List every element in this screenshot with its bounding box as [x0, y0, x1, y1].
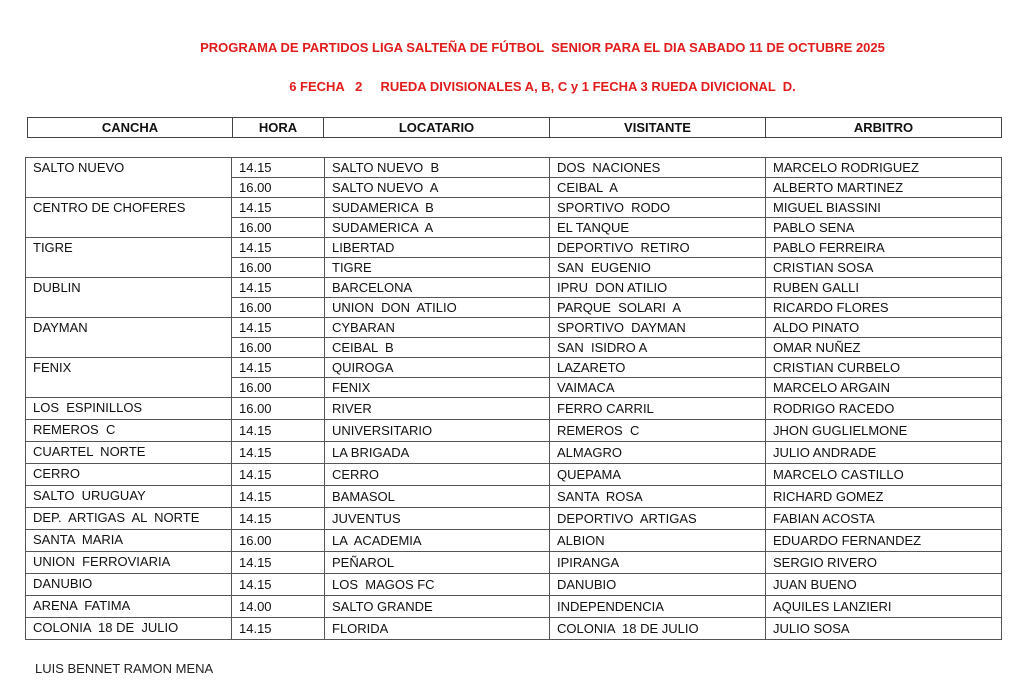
away-team-cell: VAIMACA — [550, 378, 766, 398]
venue-cell: SALTO NUEVO — [26, 158, 232, 198]
time-cell: 14.15 — [232, 158, 325, 178]
away-team-cell: COLONIA 18 DE JULIO — [550, 618, 766, 640]
referee-cell: PABLO FERREIRA — [766, 238, 1002, 258]
venue-cell: DANUBIO — [26, 574, 232, 596]
away-team-cell: EL TANQUE — [550, 218, 766, 238]
home-team-cell: CEIBAL B — [325, 338, 550, 358]
home-team-cell: CERRO — [325, 464, 550, 486]
time-cell: 14.15 — [232, 238, 325, 258]
time-cell: 16.00 — [232, 218, 325, 238]
away-team-cell: DOS NACIONES — [550, 158, 766, 178]
time-cell: 14.15 — [232, 574, 325, 596]
time-cell: 16.00 — [232, 258, 325, 278]
home-team-cell: FLORIDA — [325, 618, 550, 640]
away-team-cell: DANUBIO — [550, 574, 766, 596]
away-team-cell: PARQUE SOLARI A — [550, 298, 766, 318]
time-cell: 14.15 — [232, 198, 325, 218]
header-arbitro: ARBITRO — [766, 118, 1002, 138]
table-row — [26, 552, 1002, 574]
venue-cell: FENIX — [26, 358, 232, 398]
home-team-cell: UNIVERSITARIO — [325, 420, 550, 442]
referee-cell: JUAN BUENO — [766, 574, 1002, 596]
away-team-cell: SPORTIVO DAYMAN — [550, 318, 766, 338]
home-team-cell: BARCELONA — [325, 278, 550, 298]
time-cell: 14.15 — [232, 552, 325, 574]
table-row — [26, 596, 1002, 618]
home-team-cell: QUIROGA — [325, 358, 550, 378]
time-cell: 14.15 — [232, 278, 325, 298]
header-visitante: VISITANTE — [550, 118, 766, 138]
away-team-cell: LAZARETO — [550, 358, 766, 378]
referee-cell: MARCELO RODRIGUEZ — [766, 158, 1002, 178]
table-row — [26, 486, 1002, 508]
table-row — [26, 398, 1002, 420]
table-row — [26, 574, 1002, 596]
away-team-cell: IPRU DON ATILIO — [550, 278, 766, 298]
referee-cell: RICARDO FLORES — [766, 298, 1002, 318]
time-cell: 16.00 — [232, 378, 325, 398]
table-row — [26, 618, 1002, 640]
referee-cell: MIGUEL BIASSINI — [766, 198, 1002, 218]
time-cell: 14.15 — [232, 318, 325, 338]
away-team-cell: REMEROS C — [550, 420, 766, 442]
referee-cell: CRISTIAN SOSA — [766, 258, 1002, 278]
referee-cell: CRISTIAN CURBELO — [766, 358, 1002, 378]
away-team-cell: DEPORTIVO ARTIGAS — [550, 508, 766, 530]
away-team-cell: SAN ISIDRO A — [550, 338, 766, 358]
venue-cell: COLONIA 18 DE JULIO — [26, 618, 232, 640]
header-hora: HORA — [233, 118, 324, 138]
home-team-cell: BAMASOL — [325, 486, 550, 508]
away-team-cell: FERRO CARRIL — [550, 398, 766, 420]
table-row — [26, 238, 1002, 258]
referee-cell: ALBERTO MARTINEZ — [766, 178, 1002, 198]
home-team-cell: SALTO NUEVO B — [325, 158, 550, 178]
table-row — [26, 508, 1002, 530]
signature-name: LUIS BENNET RAMON MENA — [35, 661, 214, 676]
home-team-cell: PEÑAROL — [325, 552, 550, 574]
referee-cell: EDUARDO FERNANDEZ — [766, 530, 1002, 552]
venue-cell: SANTA MARIA — [26, 530, 232, 552]
table-row — [26, 158, 1002, 178]
column-header-table — [27, 117, 1002, 138]
referee-cell: MARCELO ARGAIN — [766, 378, 1002, 398]
table-row — [26, 278, 1002, 298]
venue-cell: UNION FERROVIARIA — [26, 552, 232, 574]
away-team-cell: SPORTIVO RODO — [550, 198, 766, 218]
table-row — [26, 420, 1002, 442]
venue-cell: REMEROS C — [26, 420, 232, 442]
away-team-cell: CEIBAL A — [550, 178, 766, 198]
venue-cell: LOS ESPINILLOS — [26, 398, 232, 420]
table-row — [26, 318, 1002, 338]
home-team-cell: LIBERTAD — [325, 238, 550, 258]
home-team-cell: SUDAMERICA B — [325, 198, 550, 218]
away-team-cell: ALMAGRO — [550, 442, 766, 464]
venue-cell: CUARTEL NORTE — [26, 442, 232, 464]
home-team-cell: TIGRE — [325, 258, 550, 278]
referee-cell: JULIO SOSA — [766, 618, 1002, 640]
time-cell: 16.00 — [232, 530, 325, 552]
table-row — [26, 198, 1002, 218]
venue-cell: TIGRE — [26, 238, 232, 278]
away-team-cell: INDEPENDENCIA — [550, 596, 766, 618]
home-team-cell: JUVENTUS — [325, 508, 550, 530]
referee-cell: OMAR NUÑEZ — [766, 338, 1002, 358]
home-team-cell: LA BRIGADA — [325, 442, 550, 464]
home-team-cell: SALTO GRANDE — [325, 596, 550, 618]
referee-cell: RICHARD GOMEZ — [766, 486, 1002, 508]
header-locatario: LOCATARIO — [324, 118, 550, 138]
fixture-body — [26, 158, 1002, 640]
time-cell: 14.15 — [232, 464, 325, 486]
time-cell: 14.15 — [232, 508, 325, 530]
venue-cell: DAYMAN — [26, 318, 232, 358]
table-row — [26, 530, 1002, 552]
referee-cell: AQUILES LANZIERI — [766, 596, 1002, 618]
referee-cell: SERGIO RIVERO — [766, 552, 1002, 574]
time-cell: 16.00 — [232, 298, 325, 318]
page-title: PROGRAMA DE PARTIDOS LIGA SALTEÑA DE FÚTBOL SENIOR PARA EL DIA SABADO 11 DE OCTUBRE 2025 — [200, 40, 885, 55]
referee-cell: FABIAN ACOSTA — [766, 508, 1002, 530]
venue-cell: DEP. ARTIGAS AL NORTE — [26, 508, 232, 530]
home-team-cell: UNION DON ATILIO — [325, 298, 550, 318]
home-team-cell: FENIX — [325, 378, 550, 398]
away-team-cell: IPIRANGA — [550, 552, 766, 574]
away-team-cell: DEPORTIVO RETIRO — [550, 238, 766, 258]
away-team-cell: SAN EUGENIO — [550, 258, 766, 278]
referee-cell: JULIO ANDRADE — [766, 442, 1002, 464]
referee-cell: PABLO SENA — [766, 218, 1002, 238]
away-team-cell: QUEPAMA — [550, 464, 766, 486]
time-cell: 16.00 — [232, 338, 325, 358]
page-subtitle: 6 FECHA 2 RUEDA DIVISIONALES A, B, C y 1 FECHA 3 RUEDA DIVICIONAL D. — [289, 79, 796, 94]
venue-cell: ARENA FATIMA — [26, 596, 232, 618]
referee-cell: ALDO PINATO — [766, 318, 1002, 338]
home-team-cell: LOS MAGOS FC — [325, 574, 550, 596]
fixture-table — [25, 157, 1002, 640]
referee-cell: RODRIGO RACEDO — [766, 398, 1002, 420]
table-row — [26, 442, 1002, 464]
venue-cell: CERRO — [26, 464, 232, 486]
away-team-cell: ALBION — [550, 530, 766, 552]
venue-cell: DUBLIN — [26, 278, 232, 318]
time-cell: 14.15 — [232, 358, 325, 378]
time-cell: 16.00 — [232, 398, 325, 420]
time-cell: 14.15 — [232, 486, 325, 508]
time-cell: 14.15 — [232, 420, 325, 442]
venue-cell: CENTRO DE CHOFERES — [26, 198, 232, 238]
time-cell: 16.00 — [232, 178, 325, 198]
home-team-cell: CYBARAN — [325, 318, 550, 338]
table-row — [26, 358, 1002, 378]
referee-cell: JHON GUGLIELMONE — [766, 420, 1002, 442]
home-team-cell: LA ACADEMIA — [325, 530, 550, 552]
away-team-cell: SANTA ROSA — [550, 486, 766, 508]
header-row — [28, 118, 1002, 138]
time-cell: 14.15 — [232, 442, 325, 464]
referee-cell: MARCELO CASTILLO — [766, 464, 1002, 486]
table-row — [26, 464, 1002, 486]
home-team-cell: SUDAMERICA A — [325, 218, 550, 238]
time-cell: 14.00 — [232, 596, 325, 618]
referee-cell: RUBEN GALLI — [766, 278, 1002, 298]
header-cancha: CANCHA — [28, 118, 233, 138]
time-cell: 14.15 — [232, 618, 325, 640]
venue-cell: SALTO URUGUAY — [26, 486, 232, 508]
home-team-cell: RIVER — [325, 398, 550, 420]
home-team-cell: SALTO NUEVO A — [325, 178, 550, 198]
